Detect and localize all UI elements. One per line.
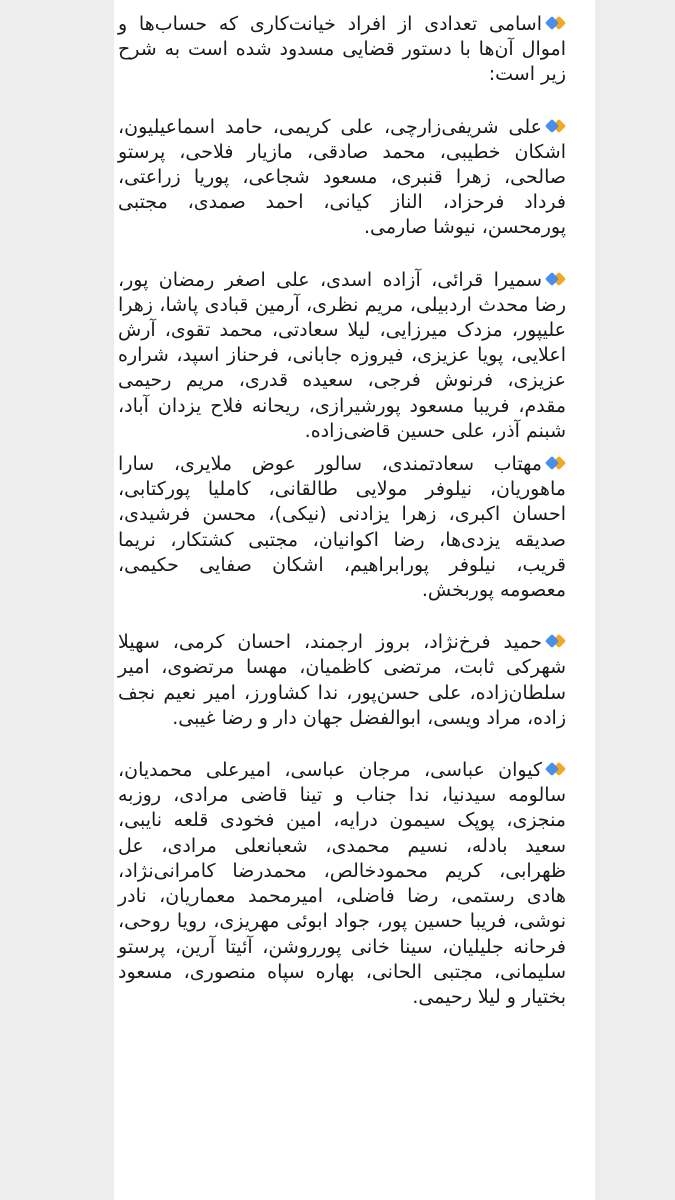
- orange-blue-diamond-icon: [546, 270, 566, 288]
- paragraph-names-5: [118, 758, 566, 1010]
- paragraph-intro: [118, 12, 566, 88]
- orange-blue-diamond-icon: [546, 632, 566, 650]
- paragraph-names-4: [118, 630, 566, 731]
- right-margin: [595, 0, 675, 1200]
- orange-blue-diamond-icon: [546, 760, 566, 778]
- paragraph-text: حمید فرخ‌نژاد، بروز ارجمند، احسان کرمی، سهیلا شهرکی ثابت، مرتضی کاظمیان، مهسا مرتضوی، امیر سلطان‌زاده، علی حسن‌پور، ندا کشاورز، امیر نعیم نجف زاده، مراد ویسی، ابوالفضل جهان دار و رضا غیبی.: [118, 631, 566, 729]
- paragraph-text: علی شریفی‌زارچی، علی کریمی، حامد اسماعیلیون، اشکان خطیبی، محمد صادقی، مازیار فلاحی، پرستو صالحی، زهرا قنبری، مسعود شجاعی، پوریا زراعتی، فرداد فرحزاد، الناز کیانی، احمد صمدی، مجتبی پورمحسن، نیوشا صارمی.: [118, 115, 566, 239]
- paragraph-names-1: [118, 115, 566, 241]
- orange-blue-diamond-icon: [546, 454, 566, 472]
- paragraph-text: مهتاب سعادتمندی، سالور عوض ملایری، سارا ماهوریان، نیلوفر مولایی طالقانی، کاملیا پورکتابی، احسان اکبری، زهرا یزادنی (نیکی)، محسن فرشیدی، صدیقه یزدی‌ها، رضا اکوانیان، مجتبی کشتکار، نریما قریب، نیلوفر پورابراهیم، اشکان صفایی حکیمی، معصومه پوربخش.: [118, 453, 566, 602]
- paragraph-names-2: [118, 268, 566, 444]
- paragraph-text: اسامی تعدادی از افراد خیانت‌کاری که حساب‌ها و اموال آن‌ها با دستور قضایی مسدود شده است به شرح زیر است:: [118, 13, 566, 86]
- left-margin: [0, 0, 114, 1200]
- orange-blue-diamond-icon: [546, 14, 566, 32]
- paragraph-names-3: [118, 452, 566, 603]
- paragraph-text: کیوان عباسی، مرجان عباسی، امیرعلی محمدیان، سالومه سیدنیا، ندا جناب و تینا قاضی مرادی، روزبه منجزی، پوپک سیمون درایه، امین فخودی قلعه نایبی، سعید بادله، نسیم محمدی، شعبانعلی مرادی، عل ظهرابی، کریم محمودخالص، محمدرضا کامرانی‌نژاد، هادی رستمی، رضا فاضلی، امیرمحمد معماریان، نادر نوشی، فریبا حسین پور، جواد ابوئی مهریزی، رویا روحی، فرحانه جلیلیان، سینا خانی پورروشن، آئیتا آرین، پرستو سلیمانی، مجتبی الحانی، بهاره سپاه منصوری، مسعود بختیار و لیلا رحیمی.: [118, 759, 566, 1008]
- document-body: [118, 12, 566, 1010]
- orange-blue-diamond-icon: [546, 117, 566, 135]
- paragraph-text: سمیرا قرائی، آزاده اسدی، علی اصغر رمضان پور، رضا محدث اردبیلی، مریم نظری، آرمین قبادی پاشا، زهرا علیپور، مزدک میرزایی، لیلا سعادتی، محمد تقوی، آرش اعلایی، پویا عزیزی، فیروزه جابانی، فرحناز اسپد، شراره عزیزی، فرنوش فرجی، سعیده قدری، مریم رحیمی مقدم، فریبا مسعود پورشیرازی، ریحانه فلاح یزدان آباد، شبنم آذر، علی حسین قاضی‌زاده.: [118, 268, 566, 442]
